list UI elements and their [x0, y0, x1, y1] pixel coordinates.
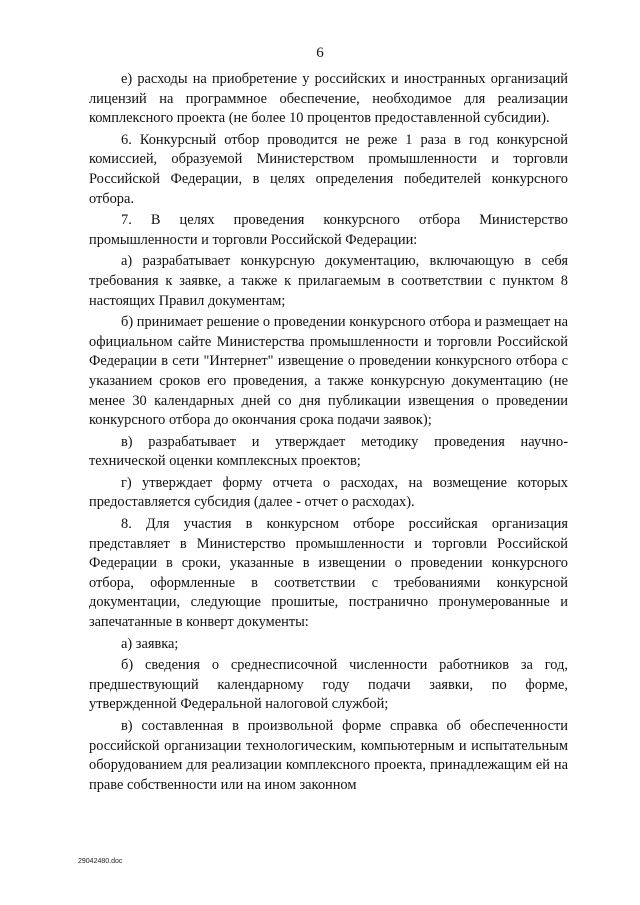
body-text [89, 70, 568, 797]
paragraph-clause-7-b: б) принимает решение о проведении конкурсного отбора и размещает на официальном сайте Министерства промышленности и торговли Российской Федерации в сети "Интернет" извещение о проведении конкурсного отбора с указанием сроков его проведения, а также конкурсную документацию (не менее 30 календарных дней со дня публикации извещения о проведении конкурсного отбора до окончания срока подачи заявок); [89, 314, 568, 429]
paragraph-clause-7-a: а) разрабатывает конкурсную документацию, включающую в себя требования к заявке, а также к прилагаемым в соответствии с пунктом 8 настоящих Правил документам; [89, 253, 568, 309]
paragraph-clause-7: 7. В целях проведения конкурсного отбора Министерство промышленности и торговли Российской Федерации: [89, 212, 568, 248]
paragraph-clause-8-v: в) составленная в произвольной форме справка об обеспеченности российской организации технологическим, компьютерным и испытательным оборудованием для реализации комплексного проекта, принадлежащим ей на праве собственности или на ином законном [89, 718, 568, 793]
paragraph-clause-6: 6. Конкурсный отбор проводится не реже 1 раза в год конкурсной комиссией, образуемой Министерством промышленности и торговли Российской Федерации, в целях определения победителей конкурсного отбора. [89, 131, 568, 207]
paragraph-item-e-expenses: е) расходы на приобретение у российских и иностранных организаций лицензий на программное обеспечение, необходимое для реализации комплексного проекта (не более 10 процентов предоставленной субсидии). [89, 71, 568, 127]
paragraph-clause-7-v: в) разрабатывает и утверждает методику проведения научно-технической оценки комплексных проектов; [89, 433, 568, 470]
paragraph-clause-7-g: г) утверждает форму отчета о расходах, на возмещение которых предоставляется субсидия (далее - отчет о расходах). [89, 474, 568, 511]
paragraph-clause-8: 8. Для участия в конкурсном отборе российская организация представляет в Министерство промышленности и торговли Российской Федерации в сроки, указанные в извещении о проведении конкурсного отбора, оформленные в соответствии с требованиями конкурсной документации, следующие прошитые, постранично пронумерованные и запечатанные в конверт документы: [89, 516, 568, 631]
paragraph-clause-8-b: б) сведения о среднесписочной численности работников за год, предшествующий календарному году подачи заявки, по форме, утвержденной Федеральной налоговой службой; [89, 657, 568, 713]
page-number: 6 [316, 45, 324, 61]
paragraph-clause-8-a: а) заявка; [121, 635, 179, 652]
footer-file-code: 29042480.doc [78, 858, 123, 865]
